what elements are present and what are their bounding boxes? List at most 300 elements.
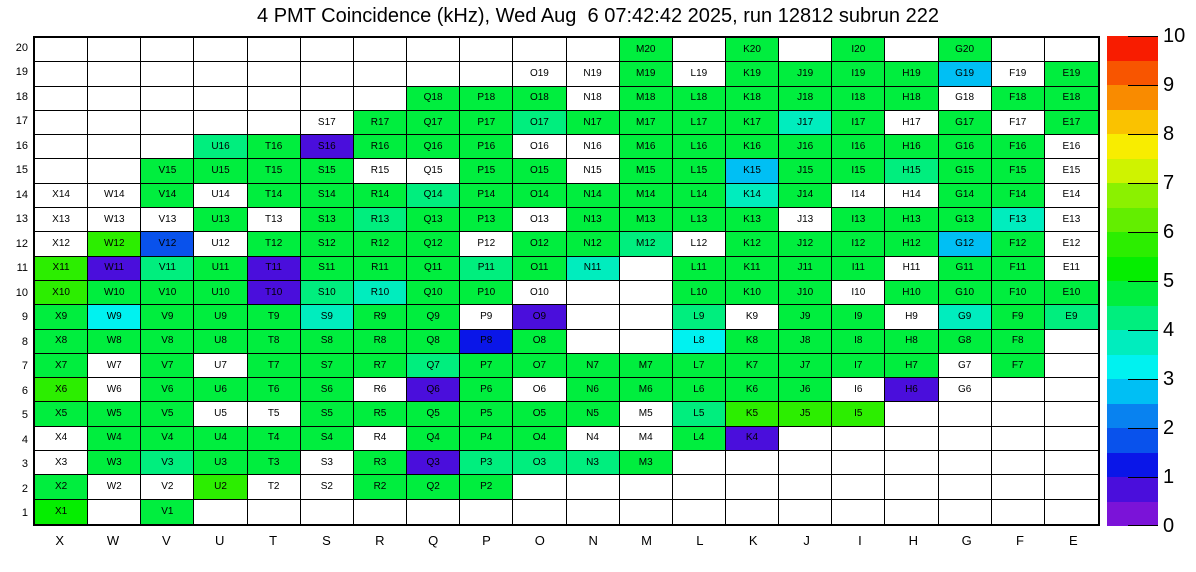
cell-empty xyxy=(832,451,885,475)
cell-R9: R9 xyxy=(354,305,407,329)
colorbar-tick xyxy=(1128,379,1158,380)
cell-P13: P13 xyxy=(460,208,513,232)
cell-R7: R7 xyxy=(354,354,407,378)
y-axis-label: 6 xyxy=(21,384,28,397)
cell-empty xyxy=(1045,402,1098,426)
cell-F8: F8 xyxy=(992,330,1045,354)
x-axis-label: I xyxy=(858,533,862,548)
colorbar-band xyxy=(1107,330,1158,355)
cell-empty xyxy=(779,451,832,475)
cell-V12: V12 xyxy=(141,232,194,256)
cell-Q16: Q16 xyxy=(407,135,460,159)
colorbar-tick xyxy=(1128,525,1158,526)
cell-empty xyxy=(301,500,354,524)
cell-I14: I14 xyxy=(832,184,885,208)
cell-I8: I8 xyxy=(832,330,885,354)
cell-T5: T5 xyxy=(248,402,301,426)
cell-N15: N15 xyxy=(567,159,620,183)
cell-empty xyxy=(88,500,141,524)
cell-empty xyxy=(141,111,194,135)
cell-empty xyxy=(1045,475,1098,499)
cell-W14: W14 xyxy=(88,184,141,208)
cell-T12: T12 xyxy=(248,232,301,256)
cell-empty xyxy=(779,475,832,499)
cell-empty xyxy=(248,111,301,135)
colorbar-tick-label: 2 xyxy=(1163,417,1175,439)
y-axis-label: 8 xyxy=(21,335,28,348)
cell-T4: T4 xyxy=(248,427,301,451)
cell-E16: E16 xyxy=(1045,135,1098,159)
cell-K15: K15 xyxy=(726,159,779,183)
cell-empty xyxy=(1045,427,1098,451)
cell-H14: H14 xyxy=(885,184,938,208)
x-axis-label: P xyxy=(482,533,491,548)
cell-V11: V11 xyxy=(141,257,194,281)
cell-N5: N5 xyxy=(567,402,620,426)
cell-X6: X6 xyxy=(35,378,88,402)
cell-I15: I15 xyxy=(832,159,885,183)
cell-empty xyxy=(832,427,885,451)
cell-M18: M18 xyxy=(620,87,673,111)
cell-U12: U12 xyxy=(194,232,247,256)
cell-M5: M5 xyxy=(620,402,673,426)
y-axis-label: 10 xyxy=(15,286,28,299)
cell-V10: V10 xyxy=(141,281,194,305)
cell-K7: K7 xyxy=(726,354,779,378)
cell-Q4: Q4 xyxy=(407,427,460,451)
cell-empty xyxy=(939,475,992,499)
cell-S3: S3 xyxy=(301,451,354,475)
cell-S7: S7 xyxy=(301,354,354,378)
cell-Q17: Q17 xyxy=(407,111,460,135)
y-axis-label: 1 xyxy=(21,507,28,520)
cell-H12: H12 xyxy=(885,232,938,256)
x-axis-label: H xyxy=(908,533,918,548)
y-axis-label: 18 xyxy=(15,90,28,103)
cell-empty xyxy=(301,38,354,62)
cell-O8: O8 xyxy=(513,330,566,354)
cell-W10: W10 xyxy=(88,281,141,305)
cell-P11: P11 xyxy=(460,257,513,281)
cell-empty xyxy=(779,427,832,451)
cell-G7: G7 xyxy=(939,354,992,378)
cell-empty xyxy=(460,62,513,86)
cell-empty xyxy=(194,87,247,111)
cell-J11: J11 xyxy=(779,257,832,281)
cell-G12: G12 xyxy=(939,232,992,256)
cell-F11: F11 xyxy=(992,257,1045,281)
colorbar-tick xyxy=(1128,232,1158,233)
cell-I16: I16 xyxy=(832,135,885,159)
cell-U3: U3 xyxy=(194,451,247,475)
colorbar-tick xyxy=(1128,330,1158,331)
y-axis-label: 12 xyxy=(15,237,28,250)
cell-J17: J17 xyxy=(779,111,832,135)
cell-H19: H19 xyxy=(885,62,938,86)
cell-P8: P8 xyxy=(460,330,513,354)
cell-L11: L11 xyxy=(673,257,726,281)
cell-J16: J16 xyxy=(779,135,832,159)
cell-V7: V7 xyxy=(141,354,194,378)
x-axis-label: X xyxy=(55,533,64,548)
cell-G16: G16 xyxy=(939,135,992,159)
cell-G13: G13 xyxy=(939,208,992,232)
cell-Q2: Q2 xyxy=(407,475,460,499)
colorbar-tick-label: 9 xyxy=(1163,74,1175,96)
cell-H11: H11 xyxy=(885,257,938,281)
cell-X10: X10 xyxy=(35,281,88,305)
x-axis-label: R xyxy=(375,533,385,548)
cell-Q12: Q12 xyxy=(407,232,460,256)
y-axis-label: 20 xyxy=(15,41,28,54)
cell-empty xyxy=(248,62,301,86)
cell-T2: T2 xyxy=(248,475,301,499)
cell-E11: E11 xyxy=(1045,257,1098,281)
cell-Q8: Q8 xyxy=(407,330,460,354)
cell-U5: U5 xyxy=(194,402,247,426)
cell-empty xyxy=(620,281,673,305)
cell-empty xyxy=(407,500,460,524)
cell-empty xyxy=(1045,378,1098,402)
cell-empty xyxy=(141,87,194,111)
cell-W13: W13 xyxy=(88,208,141,232)
cell-empty xyxy=(939,402,992,426)
cell-N7: N7 xyxy=(567,354,620,378)
cell-W11: W11 xyxy=(88,257,141,281)
cell-K4: K4 xyxy=(726,427,779,451)
cell-O3: O3 xyxy=(513,451,566,475)
cell-P10: P10 xyxy=(460,281,513,305)
cell-H7: H7 xyxy=(885,354,938,378)
cell-F16: F16 xyxy=(992,135,1045,159)
colorbar-band xyxy=(1107,85,1158,110)
cell-I19: I19 xyxy=(832,62,885,86)
cell-P6: P6 xyxy=(460,378,513,402)
cell-W5: W5 xyxy=(88,402,141,426)
colorbar-tick-label: 5 xyxy=(1163,270,1175,292)
cell-I20: I20 xyxy=(832,38,885,62)
cell-P14: P14 xyxy=(460,184,513,208)
cell-Q18: Q18 xyxy=(407,87,460,111)
cell-empty xyxy=(88,38,141,62)
cell-F14: F14 xyxy=(992,184,1045,208)
cell-M15: M15 xyxy=(620,159,673,183)
cell-T16: T16 xyxy=(248,135,301,159)
cell-V6: V6 xyxy=(141,378,194,402)
cell-M17: M17 xyxy=(620,111,673,135)
cell-empty xyxy=(35,135,88,159)
cell-T6: T6 xyxy=(248,378,301,402)
cell-R11: R11 xyxy=(354,257,407,281)
cell-empty xyxy=(407,62,460,86)
cell-empty xyxy=(88,87,141,111)
cell-P9: P9 xyxy=(460,305,513,329)
cell-K5: K5 xyxy=(726,402,779,426)
cell-J19: J19 xyxy=(779,62,832,86)
colorbar-band xyxy=(1107,355,1158,380)
y-axis-label: 7 xyxy=(21,360,28,373)
x-axis-label: G xyxy=(961,533,972,548)
cell-U16: U16 xyxy=(194,135,247,159)
cell-M19: M19 xyxy=(620,62,673,86)
cell-empty xyxy=(620,330,673,354)
cell-O15: O15 xyxy=(513,159,566,183)
cell-E18: E18 xyxy=(1045,87,1098,111)
cell-empty xyxy=(1045,354,1098,378)
cell-empty xyxy=(885,38,938,62)
cell-H10: H10 xyxy=(885,281,938,305)
cell-U4: U4 xyxy=(194,427,247,451)
colorbar-band xyxy=(1107,257,1158,282)
cell-G10: G10 xyxy=(939,281,992,305)
cell-empty xyxy=(248,500,301,524)
cell-empty xyxy=(673,451,726,475)
cell-O19: O19 xyxy=(513,62,566,86)
x-axis-label: N xyxy=(588,533,598,548)
cell-F15: F15 xyxy=(992,159,1045,183)
cell-empty xyxy=(885,451,938,475)
cell-S14: S14 xyxy=(301,184,354,208)
cell-R14: R14 xyxy=(354,184,407,208)
colorbar-tick xyxy=(1128,134,1158,135)
cell-M20: M20 xyxy=(620,38,673,62)
cell-J14: J14 xyxy=(779,184,832,208)
cell-L9: L9 xyxy=(673,305,726,329)
cell-M6: M6 xyxy=(620,378,673,402)
cell-empty xyxy=(194,62,247,86)
cell-I11: I11 xyxy=(832,257,885,281)
cell-J15: J15 xyxy=(779,159,832,183)
colorbar-band xyxy=(1107,379,1158,404)
y-axis-label: 14 xyxy=(15,188,28,201)
cell-N16: N16 xyxy=(567,135,620,159)
cell-X7: X7 xyxy=(35,354,88,378)
cell-X11: X11 xyxy=(35,257,88,281)
x-axis-label: Q xyxy=(428,533,439,548)
cell-empty xyxy=(620,500,673,524)
colorbar-band xyxy=(1107,134,1158,159)
cell-M14: M14 xyxy=(620,184,673,208)
cell-X1: X1 xyxy=(35,500,88,524)
cell-T13: T13 xyxy=(248,208,301,232)
cell-O14: O14 xyxy=(513,184,566,208)
colorbar-band xyxy=(1107,208,1158,233)
cell-G14: G14 xyxy=(939,184,992,208)
cell-K8: K8 xyxy=(726,330,779,354)
cell-I7: I7 xyxy=(832,354,885,378)
cell-O7: O7 xyxy=(513,354,566,378)
cell-N19: N19 xyxy=(567,62,620,86)
cell-empty xyxy=(460,38,513,62)
cell-empty xyxy=(673,500,726,524)
cell-V15: V15 xyxy=(141,159,194,183)
cell-empty xyxy=(939,451,992,475)
cell-Q13: Q13 xyxy=(407,208,460,232)
cell-L17: L17 xyxy=(673,111,726,135)
cell-U13: U13 xyxy=(194,208,247,232)
cell-R4: R4 xyxy=(354,427,407,451)
cell-E17: E17 xyxy=(1045,111,1098,135)
cell-S5: S5 xyxy=(301,402,354,426)
cell-I6: I6 xyxy=(832,378,885,402)
cell-J9: J9 xyxy=(779,305,832,329)
cell-J10: J10 xyxy=(779,281,832,305)
cell-V4: V4 xyxy=(141,427,194,451)
colorbar-tick xyxy=(1128,428,1158,429)
cell-H16: H16 xyxy=(885,135,938,159)
cell-L4: L4 xyxy=(673,427,726,451)
colorbar-band xyxy=(1107,61,1158,86)
cell-Q15: Q15 xyxy=(407,159,460,183)
cell-empty xyxy=(88,111,141,135)
cell-F17: F17 xyxy=(992,111,1045,135)
colorbar-tick-label: 6 xyxy=(1163,221,1175,243)
cell-L7: L7 xyxy=(673,354,726,378)
cell-H15: H15 xyxy=(885,159,938,183)
cell-M4: M4 xyxy=(620,427,673,451)
cell-empty xyxy=(726,500,779,524)
colorbar-tick xyxy=(1128,85,1158,86)
cell-P3: P3 xyxy=(460,451,513,475)
colorbar-tick-label: 0 xyxy=(1163,515,1175,537)
cell-O16: O16 xyxy=(513,135,566,159)
cell-O4: O4 xyxy=(513,427,566,451)
colorbar-band xyxy=(1107,306,1158,331)
cell-N4: N4 xyxy=(567,427,620,451)
cell-U11: U11 xyxy=(194,257,247,281)
cell-Q5: Q5 xyxy=(407,402,460,426)
cell-V2: V2 xyxy=(141,475,194,499)
x-axis-label: K xyxy=(748,533,758,548)
cell-empty xyxy=(992,475,1045,499)
cell-U9: U9 xyxy=(194,305,247,329)
cell-L5: L5 xyxy=(673,402,726,426)
cell-F12: F12 xyxy=(992,232,1045,256)
cell-K16: K16 xyxy=(726,135,779,159)
cell-I18: I18 xyxy=(832,87,885,111)
cell-W6: W6 xyxy=(88,378,141,402)
cell-M13: M13 xyxy=(620,208,673,232)
y-axis-label: 4 xyxy=(21,433,28,446)
x-axis-label: E xyxy=(1068,533,1078,548)
cell-P17: P17 xyxy=(460,111,513,135)
cell-I13: I13 xyxy=(832,208,885,232)
cell-U14: U14 xyxy=(194,184,247,208)
cell-H18: H18 xyxy=(885,87,938,111)
cell-V3: V3 xyxy=(141,451,194,475)
cell-U7: U7 xyxy=(194,354,247,378)
cell-empty xyxy=(248,87,301,111)
cell-empty xyxy=(832,500,885,524)
cell-L15: L15 xyxy=(673,159,726,183)
x-axis-label: M xyxy=(641,533,652,548)
cell-R2: R2 xyxy=(354,475,407,499)
cell-empty xyxy=(407,38,460,62)
cell-W4: W4 xyxy=(88,427,141,451)
cell-J5: J5 xyxy=(779,402,832,426)
colorbar-tick-label: 10 xyxy=(1163,25,1186,47)
cell-S13: S13 xyxy=(301,208,354,232)
cell-L10: L10 xyxy=(673,281,726,305)
cell-L16: L16 xyxy=(673,135,726,159)
cell-N13: N13 xyxy=(567,208,620,232)
cell-V8: V8 xyxy=(141,330,194,354)
cell-empty xyxy=(567,38,620,62)
cell-S11: S11 xyxy=(301,257,354,281)
x-axis-label: O xyxy=(534,533,545,548)
cell-E12: E12 xyxy=(1045,232,1098,256)
cell-K6: K6 xyxy=(726,378,779,402)
cell-empty xyxy=(832,475,885,499)
cell-empty xyxy=(992,451,1045,475)
cell-empty xyxy=(992,427,1045,451)
cell-O18: O18 xyxy=(513,87,566,111)
cell-O11: O11 xyxy=(513,257,566,281)
cell-empty xyxy=(620,305,673,329)
cell-T14: T14 xyxy=(248,184,301,208)
cell-empty xyxy=(88,62,141,86)
cell-X13: X13 xyxy=(35,208,88,232)
cell-X5: X5 xyxy=(35,402,88,426)
cell-K9: K9 xyxy=(726,305,779,329)
x-axis-label: T xyxy=(269,533,278,548)
cell-S10: S10 xyxy=(301,281,354,305)
x-axis-label: J xyxy=(803,533,810,548)
cell-R6: R6 xyxy=(354,378,407,402)
cell-empty xyxy=(885,402,938,426)
cell-W3: W3 xyxy=(88,451,141,475)
cell-L6: L6 xyxy=(673,378,726,402)
cell-F18: F18 xyxy=(992,87,1045,111)
cell-T15: T15 xyxy=(248,159,301,183)
colorbar-tick-label: 8 xyxy=(1163,123,1175,145)
cell-empty xyxy=(301,87,354,111)
cell-empty xyxy=(301,62,354,86)
cell-K17: K17 xyxy=(726,111,779,135)
cell-M3: M3 xyxy=(620,451,673,475)
cell-E19: E19 xyxy=(1045,62,1098,86)
cell-Q7: Q7 xyxy=(407,354,460,378)
cell-Q10: Q10 xyxy=(407,281,460,305)
cell-H13: H13 xyxy=(885,208,938,232)
cell-T8: T8 xyxy=(248,330,301,354)
y-axis-label: 17 xyxy=(15,115,28,128)
cell-E14: E14 xyxy=(1045,184,1098,208)
cell-R12: R12 xyxy=(354,232,407,256)
y-axis-label: 11 xyxy=(16,262,28,275)
cell-S9: S9 xyxy=(301,305,354,329)
colorbar-tick-label: 7 xyxy=(1163,172,1175,194)
cell-empty xyxy=(88,135,141,159)
cell-empty xyxy=(939,427,992,451)
y-axis-label: 5 xyxy=(21,409,28,422)
cell-empty xyxy=(567,330,620,354)
cell-G18: G18 xyxy=(939,87,992,111)
cell-empty xyxy=(620,257,673,281)
colorbar-tick xyxy=(1128,36,1158,37)
cell-empty xyxy=(1045,500,1098,524)
cell-L13: L13 xyxy=(673,208,726,232)
cell-empty xyxy=(992,378,1045,402)
colorbar-band xyxy=(1107,477,1158,502)
cell-empty xyxy=(992,500,1045,524)
cell-I5: I5 xyxy=(832,402,885,426)
cell-empty xyxy=(354,87,407,111)
cell-empty xyxy=(620,475,673,499)
cell-empty xyxy=(141,38,194,62)
cell-K13: K13 xyxy=(726,208,779,232)
cell-empty xyxy=(992,402,1045,426)
